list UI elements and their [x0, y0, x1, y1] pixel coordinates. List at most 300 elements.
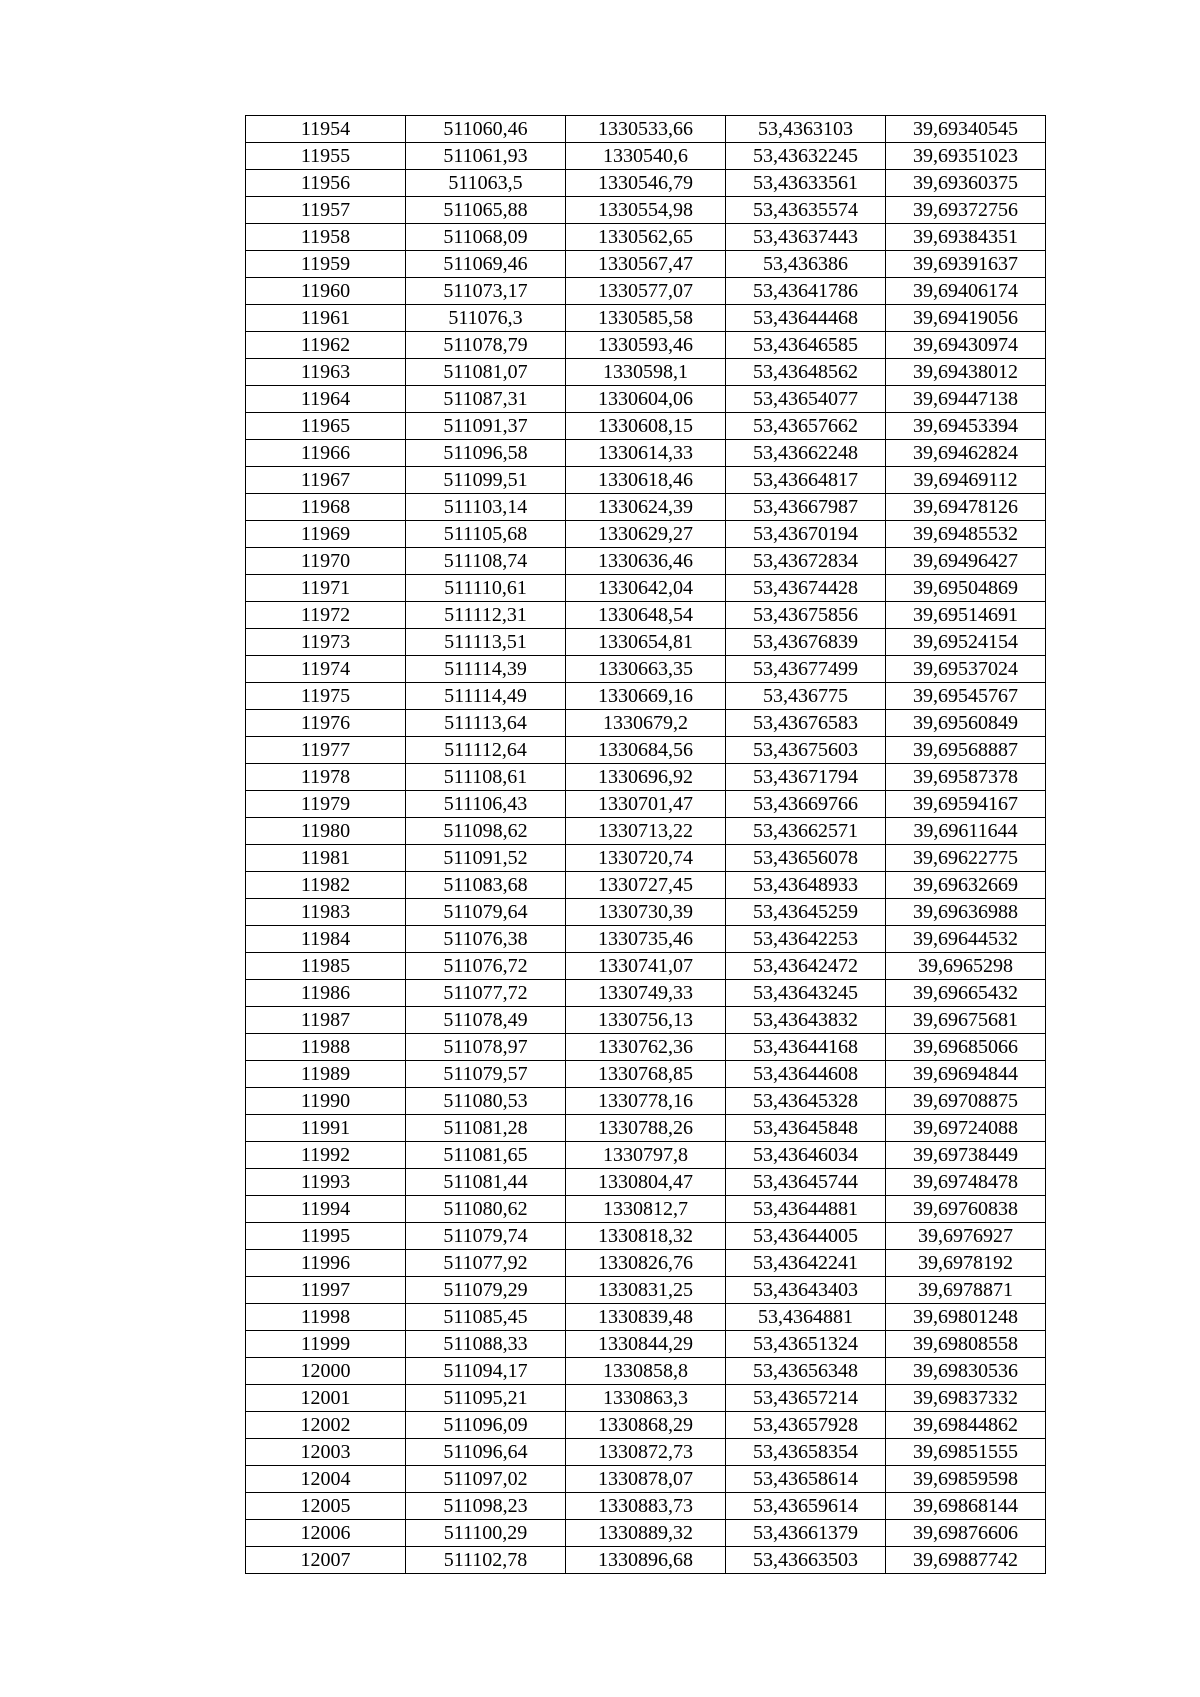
- latitude-cell: 53,43645259: [726, 899, 886, 926]
- x-coordinate-cell: 511094,17: [406, 1358, 566, 1385]
- point-number-cell: 11983: [246, 899, 406, 926]
- table-row: [246, 1223, 1046, 1250]
- longitude-cell: 39,69447138: [886, 386, 1046, 413]
- x-coordinate-cell: 511078,79: [406, 332, 566, 359]
- latitude-cell: 53,43657662: [726, 413, 886, 440]
- y-coordinate-cell: 1330844,29: [566, 1331, 726, 1358]
- longitude-cell: 39,69830536: [886, 1358, 1046, 1385]
- table-row: [246, 1385, 1046, 1412]
- x-coordinate-cell: 511112,64: [406, 737, 566, 764]
- table-row: [246, 332, 1046, 359]
- table-row: [246, 656, 1046, 683]
- x-coordinate-cell: 511102,78: [406, 1547, 566, 1574]
- coordinates-table: [245, 115, 1046, 1574]
- x-coordinate-cell: 511113,64: [406, 710, 566, 737]
- latitude-cell: 53,43648562: [726, 359, 886, 386]
- x-coordinate-cell: 511061,93: [406, 143, 566, 170]
- x-coordinate-cell: 511080,53: [406, 1088, 566, 1115]
- longitude-cell: 39,69360375: [886, 170, 1046, 197]
- longitude-cell: 39,69587378: [886, 764, 1046, 791]
- x-coordinate-cell: 511079,74: [406, 1223, 566, 1250]
- point-number-cell: 11967: [246, 467, 406, 494]
- latitude-cell: 53,43651324: [726, 1331, 886, 1358]
- longitude-cell: 39,69384351: [886, 224, 1046, 251]
- latitude-cell: 53,43641786: [726, 278, 886, 305]
- table-row: [246, 1466, 1046, 1493]
- point-number-cell: 11989: [246, 1061, 406, 1088]
- latitude-cell: 53,43643832: [726, 1007, 886, 1034]
- point-number-cell: 11984: [246, 926, 406, 953]
- longitude-cell: 39,6978871: [886, 1277, 1046, 1304]
- y-coordinate-cell: 1330608,15: [566, 413, 726, 440]
- table-row: [246, 737, 1046, 764]
- x-coordinate-cell: 511076,3: [406, 305, 566, 332]
- x-coordinate-cell: 511078,97: [406, 1034, 566, 1061]
- point-number-cell: 11982: [246, 872, 406, 899]
- x-coordinate-cell: 511077,92: [406, 1250, 566, 1277]
- latitude-cell: 53,43645848: [726, 1115, 886, 1142]
- y-coordinate-cell: 1330540,6: [566, 143, 726, 170]
- point-number-cell: 11990: [246, 1088, 406, 1115]
- point-number-cell: 11981: [246, 845, 406, 872]
- x-coordinate-cell: 511098,23: [406, 1493, 566, 1520]
- point-number-cell: 11975: [246, 683, 406, 710]
- longitude-cell: 39,69708875: [886, 1088, 1046, 1115]
- longitude-cell: 39,69560849: [886, 710, 1046, 737]
- longitude-cell: 39,69406174: [886, 278, 1046, 305]
- latitude-cell: 53,43662571: [726, 818, 886, 845]
- table-row: [246, 1115, 1046, 1142]
- y-coordinate-cell: 1330585,58: [566, 305, 726, 332]
- y-coordinate-cell: 1330756,13: [566, 1007, 726, 1034]
- point-number-cell: 11965: [246, 413, 406, 440]
- point-number-cell: 11958: [246, 224, 406, 251]
- y-coordinate-cell: 1330727,45: [566, 872, 726, 899]
- table-row: [246, 872, 1046, 899]
- x-coordinate-cell: 511103,14: [406, 494, 566, 521]
- latitude-cell: 53,43675856: [726, 602, 886, 629]
- y-coordinate-cell: 1330629,27: [566, 521, 726, 548]
- longitude-cell: 39,69868144: [886, 1493, 1046, 1520]
- y-coordinate-cell: 1330618,46: [566, 467, 726, 494]
- y-coordinate-cell: 1330654,81: [566, 629, 726, 656]
- point-number-cell: 11969: [246, 521, 406, 548]
- x-coordinate-cell: 511096,64: [406, 1439, 566, 1466]
- longitude-cell: 39,69469112: [886, 467, 1046, 494]
- longitude-cell: 39,69859598: [886, 1466, 1046, 1493]
- latitude-cell: 53,43645328: [726, 1088, 886, 1115]
- y-coordinate-cell: 1330804,47: [566, 1169, 726, 1196]
- longitude-cell: 39,69391637: [886, 251, 1046, 278]
- latitude-cell: 53,43657214: [726, 1385, 886, 1412]
- latitude-cell: 53,43644168: [726, 1034, 886, 1061]
- longitude-cell: 39,69622775: [886, 845, 1046, 872]
- latitude-cell: 53,43664817: [726, 467, 886, 494]
- longitude-cell: 39,69611644: [886, 818, 1046, 845]
- x-coordinate-cell: 511076,38: [406, 926, 566, 953]
- latitude-cell: 53,43677499: [726, 656, 886, 683]
- x-coordinate-cell: 511081,44: [406, 1169, 566, 1196]
- table-row: [246, 521, 1046, 548]
- point-number-cell: 11988: [246, 1034, 406, 1061]
- latitude-cell: 53,43657928: [726, 1412, 886, 1439]
- point-number-cell: 11976: [246, 710, 406, 737]
- table-row: [246, 1358, 1046, 1385]
- point-number-cell: 11961: [246, 305, 406, 332]
- x-coordinate-cell: 511083,68: [406, 872, 566, 899]
- table-row: [246, 116, 1046, 143]
- y-coordinate-cell: 1330730,39: [566, 899, 726, 926]
- latitude-cell: 53,43644608: [726, 1061, 886, 1088]
- latitude-cell: 53,43676839: [726, 629, 886, 656]
- x-coordinate-cell: 511097,02: [406, 1466, 566, 1493]
- table-row: [246, 143, 1046, 170]
- longitude-cell: 39,69636988: [886, 899, 1046, 926]
- x-coordinate-cell: 511095,21: [406, 1385, 566, 1412]
- latitude-cell: 53,43659614: [726, 1493, 886, 1520]
- y-coordinate-cell: 1330858,8: [566, 1358, 726, 1385]
- point-number-cell: 11954: [246, 116, 406, 143]
- latitude-cell: 53,43658614: [726, 1466, 886, 1493]
- longitude-cell: 39,69419056: [886, 305, 1046, 332]
- x-coordinate-cell: 511081,65: [406, 1142, 566, 1169]
- table-row: [246, 305, 1046, 332]
- table-row: [246, 1034, 1046, 1061]
- longitude-cell: 39,69808558: [886, 1331, 1046, 1358]
- table-row: [246, 1196, 1046, 1223]
- point-number-cell: 11970: [246, 548, 406, 575]
- coordinates-table-body: [246, 116, 1046, 1574]
- latitude-cell: 53,43658354: [726, 1439, 886, 1466]
- point-number-cell: 11999: [246, 1331, 406, 1358]
- table-row: [246, 683, 1046, 710]
- table-row: [246, 980, 1046, 1007]
- y-coordinate-cell: 1330663,35: [566, 656, 726, 683]
- y-coordinate-cell: 1330818,32: [566, 1223, 726, 1250]
- latitude-cell: 53,43669766: [726, 791, 886, 818]
- table-row: [246, 845, 1046, 872]
- point-number-cell: 12001: [246, 1385, 406, 1412]
- point-number-cell: 11992: [246, 1142, 406, 1169]
- point-number-cell: 11960: [246, 278, 406, 305]
- y-coordinate-cell: 1330831,25: [566, 1277, 726, 1304]
- y-coordinate-cell: 1330872,73: [566, 1439, 726, 1466]
- point-number-cell: 12007: [246, 1547, 406, 1574]
- x-coordinate-cell: 511096,09: [406, 1412, 566, 1439]
- longitude-cell: 39,69801248: [886, 1304, 1046, 1331]
- x-coordinate-cell: 511096,58: [406, 440, 566, 467]
- y-coordinate-cell: 1330604,06: [566, 386, 726, 413]
- y-coordinate-cell: 1330546,79: [566, 170, 726, 197]
- longitude-cell: 39,69594167: [886, 791, 1046, 818]
- y-coordinate-cell: 1330768,85: [566, 1061, 726, 1088]
- y-coordinate-cell: 1330593,46: [566, 332, 726, 359]
- latitude-cell: 53,43644468: [726, 305, 886, 332]
- longitude-cell: 39,69644532: [886, 926, 1046, 953]
- table-row: [246, 575, 1046, 602]
- latitude-cell: 53,43656348: [726, 1358, 886, 1385]
- y-coordinate-cell: 1330762,36: [566, 1034, 726, 1061]
- y-coordinate-cell: 1330735,46: [566, 926, 726, 953]
- table-row: [246, 791, 1046, 818]
- y-coordinate-cell: 1330577,07: [566, 278, 726, 305]
- longitude-cell: 39,69496427: [886, 548, 1046, 575]
- x-coordinate-cell: 511110,61: [406, 575, 566, 602]
- x-coordinate-cell: 511113,51: [406, 629, 566, 656]
- y-coordinate-cell: 1330684,56: [566, 737, 726, 764]
- x-coordinate-cell: 511079,64: [406, 899, 566, 926]
- latitude-cell: 53,43646585: [726, 332, 886, 359]
- y-coordinate-cell: 1330567,47: [566, 251, 726, 278]
- point-number-cell: 11957: [246, 197, 406, 224]
- point-number-cell: 11977: [246, 737, 406, 764]
- latitude-cell: 53,43661379: [726, 1520, 886, 1547]
- x-coordinate-cell: 511100,29: [406, 1520, 566, 1547]
- table-row: [246, 1493, 1046, 1520]
- x-coordinate-cell: 511106,43: [406, 791, 566, 818]
- longitude-cell: 39,69478126: [886, 494, 1046, 521]
- x-coordinate-cell: 511105,68: [406, 521, 566, 548]
- x-coordinate-cell: 511081,28: [406, 1115, 566, 1142]
- latitude-cell: 53,43643403: [726, 1277, 886, 1304]
- longitude-cell: 39,69438012: [886, 359, 1046, 386]
- longitude-cell: 39,69760838: [886, 1196, 1046, 1223]
- x-coordinate-cell: 511114,49: [406, 683, 566, 710]
- longitude-cell: 39,69694844: [886, 1061, 1046, 1088]
- point-number-cell: 11973: [246, 629, 406, 656]
- latitude-cell: 53,436386: [726, 251, 886, 278]
- y-coordinate-cell: 1330696,92: [566, 764, 726, 791]
- y-coordinate-cell: 1330648,54: [566, 602, 726, 629]
- latitude-cell: 53,43632245: [726, 143, 886, 170]
- y-coordinate-cell: 1330741,07: [566, 953, 726, 980]
- longitude-cell: 39,69685066: [886, 1034, 1046, 1061]
- latitude-cell: 53,4364881: [726, 1304, 886, 1331]
- longitude-cell: 39,69724088: [886, 1115, 1046, 1142]
- y-coordinate-cell: 1330778,16: [566, 1088, 726, 1115]
- longitude-cell: 39,69851555: [886, 1439, 1046, 1466]
- point-number-cell: 11996: [246, 1250, 406, 1277]
- x-coordinate-cell: 511098,62: [406, 818, 566, 845]
- latitude-cell: 53,43674428: [726, 575, 886, 602]
- y-coordinate-cell: 1330896,68: [566, 1547, 726, 1574]
- x-coordinate-cell: 511069,46: [406, 251, 566, 278]
- y-coordinate-cell: 1330788,26: [566, 1115, 726, 1142]
- point-number-cell: 11966: [246, 440, 406, 467]
- x-coordinate-cell: 511087,31: [406, 386, 566, 413]
- latitude-cell: 53,43644881: [726, 1196, 886, 1223]
- point-number-cell: 11972: [246, 602, 406, 629]
- table-row: [246, 1007, 1046, 1034]
- longitude-cell: 39,69876606: [886, 1520, 1046, 1547]
- point-number-cell: 11997: [246, 1277, 406, 1304]
- latitude-cell: 53,43663503: [726, 1547, 886, 1574]
- x-coordinate-cell: 511088,33: [406, 1331, 566, 1358]
- table-row: [246, 1304, 1046, 1331]
- x-coordinate-cell: 511068,09: [406, 224, 566, 251]
- point-number-cell: 11971: [246, 575, 406, 602]
- x-coordinate-cell: 511063,5: [406, 170, 566, 197]
- latitude-cell: 53,43642472: [726, 953, 886, 980]
- point-number-cell: 11959: [246, 251, 406, 278]
- table-row: [246, 170, 1046, 197]
- longitude-cell: 39,6965298: [886, 953, 1046, 980]
- latitude-cell: 53,43646034: [726, 1142, 886, 1169]
- table-row: [246, 224, 1046, 251]
- table-row: [246, 1061, 1046, 1088]
- table-row: [246, 1412, 1046, 1439]
- x-coordinate-cell: 511112,31: [406, 602, 566, 629]
- table-row: [246, 494, 1046, 521]
- x-coordinate-cell: 511108,61: [406, 764, 566, 791]
- point-number-cell: 11995: [246, 1223, 406, 1250]
- longitude-cell: 39,69748478: [886, 1169, 1046, 1196]
- x-coordinate-cell: 511077,72: [406, 980, 566, 1007]
- y-coordinate-cell: 1330642,04: [566, 575, 726, 602]
- y-coordinate-cell: 1330554,98: [566, 197, 726, 224]
- longitude-cell: 39,69372756: [886, 197, 1046, 224]
- x-coordinate-cell: 511108,74: [406, 548, 566, 575]
- longitude-cell: 39,69462824: [886, 440, 1046, 467]
- latitude-cell: 53,43644005: [726, 1223, 886, 1250]
- latitude-cell: 53,43667987: [726, 494, 886, 521]
- table-row: [246, 413, 1046, 440]
- longitude-cell: 39,69504869: [886, 575, 1046, 602]
- point-number-cell: 11980: [246, 818, 406, 845]
- table-row: [246, 629, 1046, 656]
- table-row: [246, 440, 1046, 467]
- longitude-cell: 39,6978192: [886, 1250, 1046, 1277]
- latitude-cell: 53,4363103: [726, 116, 886, 143]
- point-number-cell: 11994: [246, 1196, 406, 1223]
- table-row: [246, 1520, 1046, 1547]
- longitude-cell: 39,69485532: [886, 521, 1046, 548]
- y-coordinate-cell: 1330624,39: [566, 494, 726, 521]
- latitude-cell: 53,43633561: [726, 170, 886, 197]
- point-number-cell: 11985: [246, 953, 406, 980]
- y-coordinate-cell: 1330679,2: [566, 710, 726, 737]
- latitude-cell: 53,43642241: [726, 1250, 886, 1277]
- table-row: [246, 1088, 1046, 1115]
- latitude-cell: 53,43654077: [726, 386, 886, 413]
- latitude-cell: 53,43672834: [726, 548, 886, 575]
- y-coordinate-cell: 1330812,7: [566, 1196, 726, 1223]
- x-coordinate-cell: 511091,52: [406, 845, 566, 872]
- latitude-cell: 53,436775: [726, 683, 886, 710]
- point-number-cell: 11963: [246, 359, 406, 386]
- y-coordinate-cell: 1330720,74: [566, 845, 726, 872]
- latitude-cell: 53,43635574: [726, 197, 886, 224]
- y-coordinate-cell: 1330797,8: [566, 1142, 726, 1169]
- table-row: [246, 926, 1046, 953]
- point-number-cell: 11986: [246, 980, 406, 1007]
- table-row: [246, 1547, 1046, 1574]
- longitude-cell: 39,69837332: [886, 1385, 1046, 1412]
- point-number-cell: 12003: [246, 1439, 406, 1466]
- table-row: [246, 548, 1046, 575]
- table-row: [246, 197, 1046, 224]
- y-coordinate-cell: 1330713,22: [566, 818, 726, 845]
- y-coordinate-cell: 1330669,16: [566, 683, 726, 710]
- longitude-cell: 39,69844862: [886, 1412, 1046, 1439]
- x-coordinate-cell: 511076,72: [406, 953, 566, 980]
- table-row: [246, 359, 1046, 386]
- x-coordinate-cell: 511065,88: [406, 197, 566, 224]
- latitude-cell: 53,43642253: [726, 926, 886, 953]
- point-number-cell: 11987: [246, 1007, 406, 1034]
- longitude-cell: 39,69537024: [886, 656, 1046, 683]
- point-number-cell: 12006: [246, 1520, 406, 1547]
- latitude-cell: 53,43656078: [726, 845, 886, 872]
- y-coordinate-cell: 1330883,73: [566, 1493, 726, 1520]
- y-coordinate-cell: 1330701,47: [566, 791, 726, 818]
- longitude-cell: 39,69665432: [886, 980, 1046, 1007]
- table-row: [246, 1331, 1046, 1358]
- x-coordinate-cell: 511079,57: [406, 1061, 566, 1088]
- y-coordinate-cell: 1330562,65: [566, 224, 726, 251]
- latitude-cell: 53,43671794: [726, 764, 886, 791]
- table-row: [246, 1250, 1046, 1277]
- longitude-cell: 39,69545767: [886, 683, 1046, 710]
- x-coordinate-cell: 511078,49: [406, 1007, 566, 1034]
- y-coordinate-cell: 1330889,32: [566, 1520, 726, 1547]
- y-coordinate-cell: 1330749,33: [566, 980, 726, 1007]
- y-coordinate-cell: 1330868,29: [566, 1412, 726, 1439]
- longitude-cell: 39,69632669: [886, 872, 1046, 899]
- point-number-cell: 11978: [246, 764, 406, 791]
- point-number-cell: 11991: [246, 1115, 406, 1142]
- point-number-cell: 11962: [246, 332, 406, 359]
- point-number-cell: 11979: [246, 791, 406, 818]
- longitude-cell: 39,69514691: [886, 602, 1046, 629]
- y-coordinate-cell: 1330533,66: [566, 116, 726, 143]
- latitude-cell: 53,43662248: [726, 440, 886, 467]
- point-number-cell: 11968: [246, 494, 406, 521]
- table-row: [246, 278, 1046, 305]
- point-number-cell: 12000: [246, 1358, 406, 1385]
- longitude-cell: 39,69524154: [886, 629, 1046, 656]
- longitude-cell: 39,69568887: [886, 737, 1046, 764]
- table-row: [246, 386, 1046, 413]
- y-coordinate-cell: 1330839,48: [566, 1304, 726, 1331]
- longitude-cell: 39,69351023: [886, 143, 1046, 170]
- longitude-cell: 39,69430974: [886, 332, 1046, 359]
- x-coordinate-cell: 511091,37: [406, 413, 566, 440]
- latitude-cell: 53,43643245: [726, 980, 886, 1007]
- x-coordinate-cell: 511099,51: [406, 467, 566, 494]
- longitude-cell: 39,69738449: [886, 1142, 1046, 1169]
- latitude-cell: 53,43648933: [726, 872, 886, 899]
- y-coordinate-cell: 1330878,07: [566, 1466, 726, 1493]
- table-row: [246, 818, 1046, 845]
- table-row: [246, 1169, 1046, 1196]
- y-coordinate-cell: 1330598,1: [566, 359, 726, 386]
- table-row: [246, 1277, 1046, 1304]
- x-coordinate-cell: 511114,39: [406, 656, 566, 683]
- x-coordinate-cell: 511080,62: [406, 1196, 566, 1223]
- latitude-cell: 53,43637443: [726, 224, 886, 251]
- x-coordinate-cell: 511079,29: [406, 1277, 566, 1304]
- table-row: [246, 899, 1046, 926]
- latitude-cell: 53,43675603: [726, 737, 886, 764]
- longitude-cell: 39,69340545: [886, 116, 1046, 143]
- y-coordinate-cell: 1330614,33: [566, 440, 726, 467]
- point-number-cell: 11974: [246, 656, 406, 683]
- point-number-cell: 12004: [246, 1466, 406, 1493]
- table-row: [246, 1439, 1046, 1466]
- point-number-cell: 11956: [246, 170, 406, 197]
- table-row: [246, 1142, 1046, 1169]
